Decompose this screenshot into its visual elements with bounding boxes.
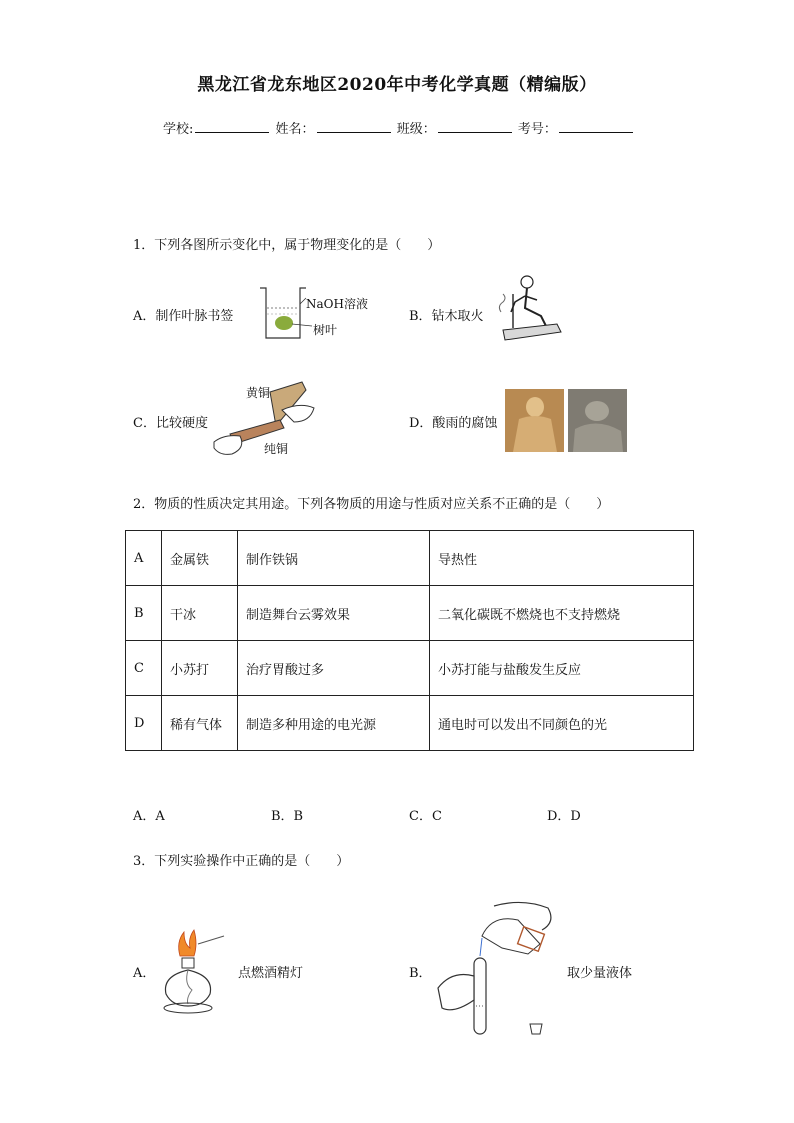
question-1-stem: 1．下列各图所示变化中，属于物理变化的是（ ） [133,238,441,253]
pouring-liquid-illustration [432,896,562,1044]
table-row [126,696,694,751]
name-blank [317,120,391,133]
q3-option-b-caption: 取少量液体 [567,966,633,981]
question-2-stem: 2．物质的性质决定其用途。下列各物质的用途与性质对应关系不正确的是（ ） [133,497,610,512]
school-label: 学校: [163,122,194,137]
use-cell: 制造舞台云雾效果 [238,586,430,641]
q1-option-b: B．钻木取火 [409,309,484,324]
flame-icon [179,930,196,956]
substance-cell: 金属铁 [162,531,238,586]
use-cell: 治疗胃酸过多 [238,641,430,696]
table-row [126,586,694,641]
substance-cell: 小苏打 [162,641,238,696]
q3-option-a-letter: A． [133,966,156,981]
q2-answer-a: A．A [133,809,165,824]
q1-option-a: A．制作叶脉书签 [133,309,234,324]
match-stick [198,936,224,944]
table-row [126,641,694,696]
leaf-icon [275,316,293,330]
exam-number-label: 考号： [517,122,557,137]
row-key: D [126,696,162,751]
bottle-stopper [530,1024,542,1034]
use-cell: 制作铁锅 [238,531,430,586]
q2-answer-c: C．C [409,809,442,824]
class-blank [438,120,512,133]
alcohol-lamp-illustration [158,928,230,1018]
pure-copper-label: 纯铜 [264,442,289,456]
property-cell: 导热性 [430,531,694,586]
brass-label: 黄铜 [246,386,271,400]
property-cell: 小苏打能与盐酸发生反应 [430,641,694,696]
q1-option-d: D．酸雨的腐蚀 [409,416,498,431]
hand-left [214,436,242,455]
use-cell: 制造多种用途的电光源 [238,696,430,751]
acid-rain-statue-photos [505,389,627,452]
hand-right [282,405,314,422]
log [503,324,561,340]
leaf-label: 树叶 [313,323,338,337]
name-label: 姓名： [275,122,315,137]
hand-holding-tube [438,975,474,1010]
substance-cell: 干冰 [162,586,238,641]
drilling-wood-fire-illustration [497,272,565,344]
table-row [126,531,694,586]
properties-table [125,530,694,751]
school-blank [195,120,269,133]
student-info-line [163,118,635,137]
wick [187,970,192,1004]
property-cell: 通电时可以发出不同颜色的光 [430,696,694,751]
head [521,276,533,288]
q3-option-a-caption: 点燃酒精灯 [238,966,304,981]
row-key: B [126,586,162,641]
q2-answer-d: D．D [547,809,581,824]
question-3-stem: 3．下列实验操作中正确的是（ ） [133,854,350,869]
test-tube [474,958,486,1034]
substance-cell: 稀有气体 [162,696,238,751]
row-key: C [126,641,162,696]
q2-answer-b: B．B [271,809,304,824]
liquid-stream [480,938,482,956]
q3-option-b-letter: B． [409,966,432,981]
naoh-solution-label: NaOH溶液 [306,297,368,311]
beaker-outline [260,288,306,338]
exam-number-blank [559,120,633,133]
row-key: A [126,531,162,586]
q1-option-c: C．比较硬度 [133,416,208,431]
class-label: 班级： [396,122,436,137]
page-title: 黑龙江省龙东地区2020年中考化学真题（精编版） [197,75,597,95]
property-cell: 二氧化碳既不燃烧也不支持燃烧 [430,586,694,641]
smoke [499,294,505,312]
